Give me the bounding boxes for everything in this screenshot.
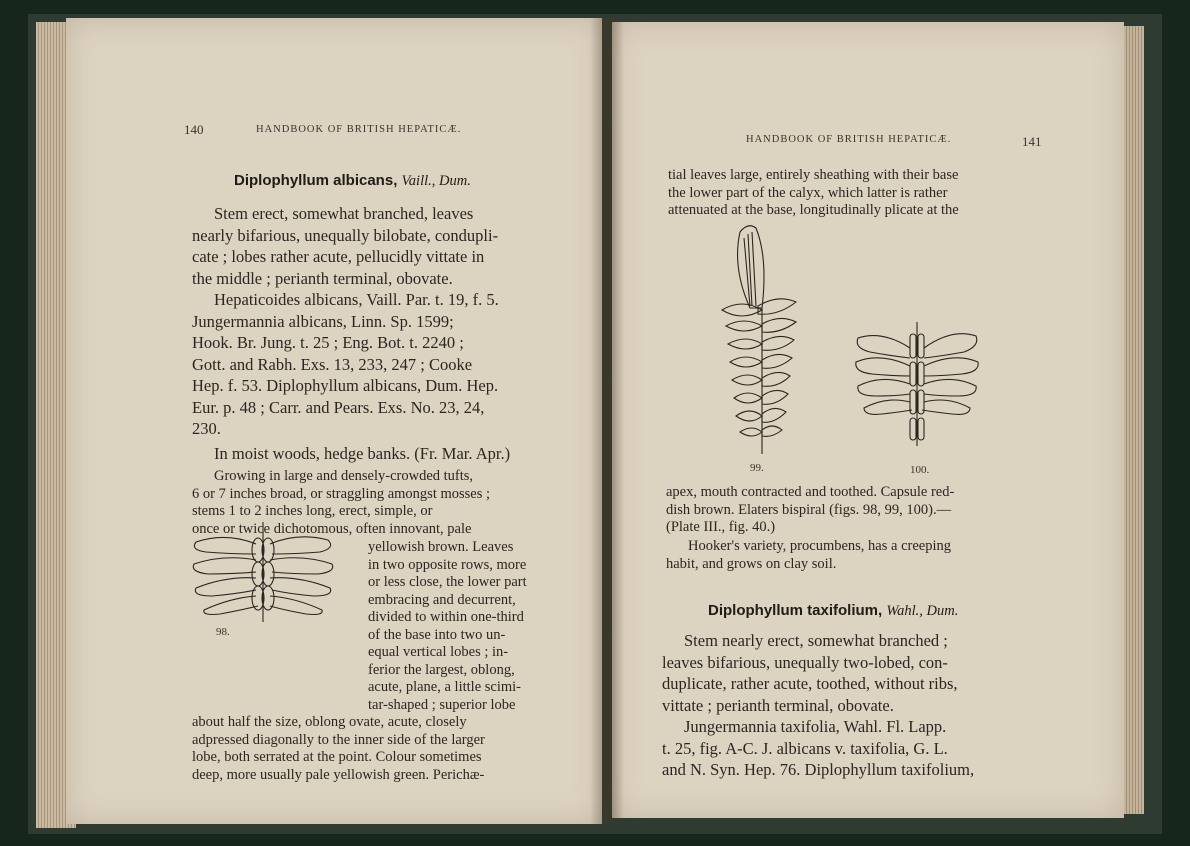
text-line: of the base into two un- <box>368 626 506 643</box>
left-page <box>66 18 602 824</box>
figure-label: 99. <box>750 462 764 474</box>
text-line: ferior the largest, oblong, <box>368 661 515 678</box>
text-line: once or twice dichotomous, often innovant, pale <box>192 520 472 537</box>
running-head: HANDBOOK OF BRITISH HEPATICÆ. <box>256 124 462 135</box>
text-line: divided to within one-third <box>368 609 524 625</box>
text-line: the middle ; perianth terminal, obovate. <box>192 268 453 288</box>
species-authority: Vaill., Dum. <box>401 173 471 189</box>
after-figure-text <box>666 484 1016 537</box>
text-line: tar-shaped ; superior lobe <box>368 696 516 713</box>
text-line: yellowish brown. Leaves <box>368 539 514 555</box>
habitat <box>214 443 544 465</box>
variety-note <box>666 538 1016 573</box>
text-line: cate ; lobes rather acute, pellucidly vittate in <box>192 247 485 266</box>
figure-100-leaf-illustration <box>852 308 982 448</box>
text-line: about half the size, oblong ovate, acute, closely <box>192 714 467 730</box>
text-line: Jungermannia taxifolia, Wahl. Fl. Lapp. <box>684 717 947 736</box>
page-number: 141 <box>1022 134 1042 149</box>
book-gutter <box>590 18 624 824</box>
text-line: Stem nearly erect, somewhat branched ; <box>684 631 948 650</box>
text-line: and N. Syn. Hep. 76. Diplophyllum taxifolium, <box>662 760 975 779</box>
figure-98-leaf-illustration <box>186 514 346 624</box>
text-line: stems 1 to 2 inches long, erect, simple, or <box>192 503 433 519</box>
text-line: the lower part of the calyx, which latter is rather <box>668 184 948 201</box>
synonymy <box>192 289 532 440</box>
text-line: vittate ; perianth terminal, obovate. <box>662 695 894 715</box>
text-line: habit, and grows on clay soil. <box>666 555 837 572</box>
text-line: (Plate III., fig. 40.) <box>666 519 776 535</box>
text-line: Hook. Br. Jung. t. 25 ; Eng. Bot. t. 2240 ; <box>192 333 464 352</box>
species-name: Diplophyllum taxifolium <box>708 602 879 619</box>
right-page <box>612 22 1124 818</box>
figure-wrap-text <box>368 539 548 714</box>
text-line: acute, plane, a little scimi- <box>368 679 521 695</box>
text-line: deep, more usually pale yellowish green. Perichæ- <box>192 766 485 783</box>
figure-label: 100. <box>910 464 930 476</box>
text-line: dish brown. Elaters bispiral (figs. 98, 99, 100).— <box>666 501 952 518</box>
text-line: lobe, both serrated at the point. Colour sometimes <box>192 749 482 765</box>
text-line: Hepaticoides albicans, Vaill. Par. t. 19, f. 5. <box>214 290 499 309</box>
species-title: Diplophyllum taxifolium, Wahl., Dum. <box>708 602 959 619</box>
species-name: Diplophyllum albicans <box>234 172 394 189</box>
text-line: Hooker's variety, procumbens, has a creeping <box>688 538 951 554</box>
text-line: 6 or 7 inches broad, or straggling amongst mosses ; <box>192 485 491 502</box>
synonymy <box>662 716 1012 781</box>
description <box>192 203 532 289</box>
text-line: leaves bifarious, unequally two-lobed, con- <box>662 652 948 672</box>
continuation-text <box>668 167 1018 220</box>
text-line: in two opposite rows, more <box>368 556 527 573</box>
text-line: 230. <box>192 419 221 438</box>
text-line: adpressed diagonally to the inner side of the larger <box>192 731 485 748</box>
text-line: nearly bifarious, unequally bilobate, condupli- <box>192 225 499 245</box>
text-line: Jungermannia albicans, Linn. Sp. 1599; <box>192 311 454 331</box>
text-line: attenuated at the base, longitudinally plicate at the <box>668 202 959 218</box>
text-line: embracing and decurrent, <box>368 591 516 608</box>
text-line: Stem erect, somewhat branched, leaves <box>214 204 474 223</box>
species-authority: Wahl., Dum. <box>886 603 959 619</box>
text-line: Growing in large and densely-crowded tufts, <box>214 468 474 484</box>
text-line: Gott. and Rabh. Exs. 13, 233, 247 ; Cooke <box>192 354 473 374</box>
text-line: apex, mouth contracted and toothed. Capsule red- <box>666 484 955 500</box>
text-line: Eur. p. 48 ; Carr. and Pears. Exs. No. 23, 24, <box>192 397 485 417</box>
page-number: 140 <box>184 122 204 137</box>
description <box>662 630 1012 716</box>
text-line: tial leaves large, entirely sheathing with their base <box>668 167 959 183</box>
species-title: Diplophyllum albicans, Vaill., Dum. <box>234 172 471 189</box>
figure-99-plant-illustration <box>712 218 812 458</box>
text-line: or less close, the lower part <box>368 574 527 590</box>
text-line: equal vertical lobes ; in- <box>368 644 509 660</box>
text-line: In moist woods, hedge banks. (Fr. Mar. Apr.) <box>214 444 511 463</box>
running-head: HANDBOOK OF BRITISH HEPATICÆ. <box>746 134 952 145</box>
text-line: t. 25, fig. A-C. J. albicans v. taxifolia, G. L. <box>662 738 948 758</box>
figure-label: 98. <box>216 626 230 638</box>
text-line: duplicate, rather acute, toothed, without ribs, <box>662 674 958 693</box>
text-line: Hep. f. 53. Diplophyllum albicans, Dum. Hep. <box>192 376 499 395</box>
closing-description <box>192 714 542 784</box>
